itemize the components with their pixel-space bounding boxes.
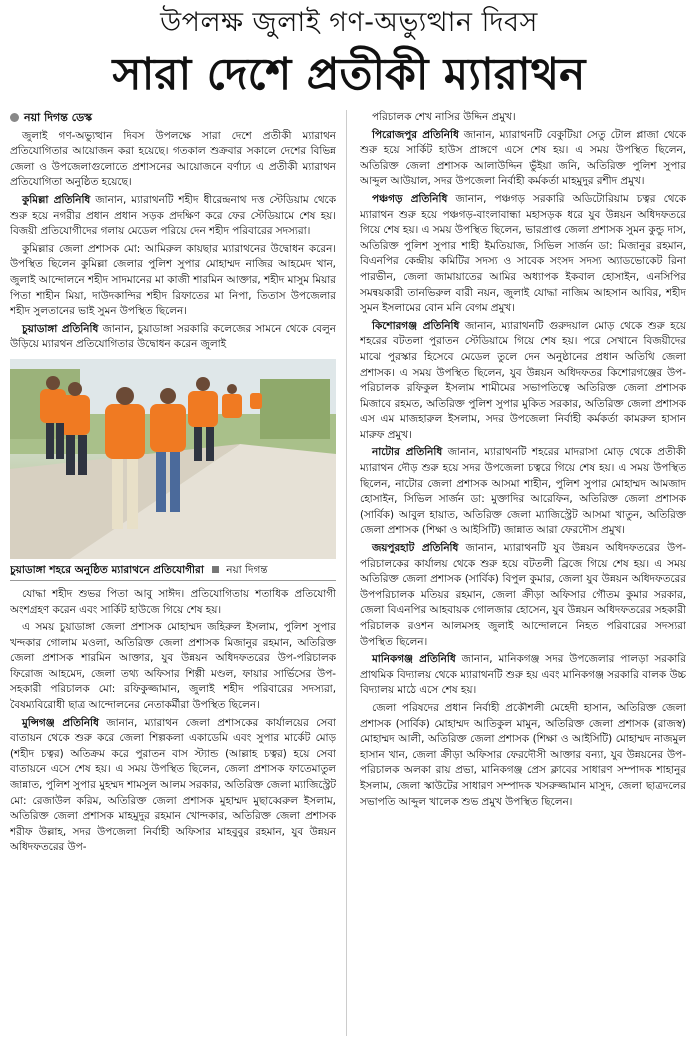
paragraph-text: জানান, ম্যারাথন জেলা প্রশাসকের কার্যালয়ের সেবা বাতায়ন থেকে শুরু করে জেলা শিল্পকলা একাডেমি এবং সুপার মার্কেট মোড় (শহীদ চত্বর) অতিক্রম করে পুরাতন বাস স্ট্যান্ড (আল্লাহ চত্বর) হয়ে সেবা বাতায়নে এসে শেষ হয়। এ সময় উপস্থিত ছিলেন, জেলা প্রশাসক ফাতেমাতুল জান্নাত, পুলিশ সুপার মুহম্মদ শামসুল আলম সরকার, অতিরিক্ত জেলা ম্যাজিস্ট্রেট মো: রেজাউল করিম, অতিরিক্ত জেলা প্রশাসক মুহাম্মদ মুছাব্বেরুল ইসলাম, অতিরিক্ত জেলা প্রশাসক মাহমুদুর রহমান খোন্দকার, অতিরিক্ত জেলা প্রশাসক শরীফ উল্লাহ, সদর উপজেলা নির্বাহী অফিসার মাহবুবুর রহমান, যুব উন্নয়ন অধিদফতরের উপ- (10, 716, 336, 854)
square-icon (212, 566, 219, 573)
article-paragraph (360, 192, 686, 317)
article-paragraph (360, 445, 686, 539)
desk-label: নয়া দিগন্ত ডেস্ক (24, 111, 93, 124)
article-headline: সারা দেশে প্রতীকী ম্যারাথন (112, 49, 586, 100)
article-paragraph (10, 716, 336, 856)
article-paragraph (10, 587, 336, 618)
byline (10, 110, 336, 126)
article-paragraph (360, 701, 686, 810)
column-divider (346, 110, 347, 1036)
article-paragraph (360, 652, 686, 699)
left-top-paragraphs (10, 129, 336, 353)
paragraph-text: জানান, চুয়াডাঙ্গা সরকারি কলেজের সামনে থেকে বেলুন উড়িয়ে ম্যারথন প্রতিযোগিতার উদ্বোধন করেন জুলাই (10, 322, 336, 351)
article-paragraph (360, 319, 686, 444)
article-paragraph (360, 541, 686, 650)
caption-text: চুয়াডাঙ্গা শহরে অনুষ্ঠিত ম্যারাথনে প্রতিযোগীরা (10, 563, 204, 576)
paragraph-text: জানান, পঞ্চগড় সরকারি অডিটোরিয়াম চত্বর থেকে ম্যারাথন শুরু হয়ে পঞ্চগড়-বাংলাবান্ধা মহাসড়ক ধরে যুব উন্নয়ন অধিদফতরে গিয়ে শেষ হয়। এ সময় উপস্থিত ছিলেন, ভারপ্রাপ্ত জেলা প্রশাসক সুমন কুন্ডু দাস, অতিরিক্ত পুলিশ সুপার শাহী ইমতিয়াজ, সিভিল সার্জন ডা: মিজানুর রহমান, বিএনপির কেন্দ্রীয় কমিটির সদস্য ও সাবেক সংসদ সদস্য অ্যাডভোকেট রিনা পারভীন, জেলা জামায়াতের আমির অধ্যাপক ইকবাল হোসাইন, এনসিপির সমন্বয়কারী তানভিরুল বারী নয়ন, জুলাই যোদ্ধা নাজিম আহসান আবির, শহীদ সুমন ইসলামের বোন মনি বেগম প্রমুখ। (360, 192, 686, 315)
paragraph-text: জানান, ম্যারাথনটি শহীদ ধীরেন্দ্রনাথ দত্ত স্টেডিয়াম থেকে শুরু হয়ে নগরীর প্রধান প্রধান সড়ক প্রদক্ষিণ করে ফের স্টেডিয়ামে শেষ হয়। বিজয়ী প্রতিযোগীদের গলায় মেডেল পরিয়ে দেন শহীদ পরিবারের সদস্যরা। (10, 193, 336, 238)
paragraph-text: এ সময় চুয়াডাঙ্গা জেলা প্রশাসক মোহাম্মদ জহিরুল ইসলাম, পুলিশ সুপার খন্দকার গোলাম মওলা, অতিরিক্ত জেলা প্রশাসক মিজানুর রহমান, অতিরিক্ত জেলা প্রশাসক শারমিন আক্তার, যুব উন্নয়ন অধিদফতরের উপ-পরিচালক ফিরোজ আহমেদ, জেলা তথ্য অফিসার শিল্পী মণ্ডল, ফায়ার সার্ভিসের উপ-সহকারী পরিচালক মো: রফিকুজ্জামান, জুলাই শহীদ পরিবারের সদস্যরা, বৈষম্যবিরোধী ছাত্র আন্দোলনের নেতাকর্মীরা উপস্থিত ছিলেন। (10, 621, 336, 712)
dateline: জয়পুরহাট প্রতিনিধি (372, 542, 459, 555)
paragraph-text: জানান, মানিকগঞ্জ সদর উপজেলার পালড়া সরকারি প্রাথমিক বিদ্যালয় থেকে ম্যারাথনটি শুরু হয় এবং মানিকগঞ্জ সরকারি বালক উচ্চ বিদ্যালয় মাঠে এসে শেষ হয়। (360, 653, 686, 697)
paragraph-text: যোদ্ধা শহীদ শুভর পিতা আবু সাঈদ। প্রতিযোগিতায় শতাধিক প্রতিযোগী অংশগ্রহণ করেন এবং সার্কিট হাউজে গিয়ে শেষ হয়। (10, 587, 336, 616)
dateline: নাটোর প্রতিনিধি (372, 446, 443, 459)
dateline: মুন্সিগঞ্জ প্রতিনিধি (22, 716, 99, 729)
article-kicker: উপলক্ষ জুলাই গণ-অভ্যুত্থান দিবস (160, 7, 538, 38)
photo-caption (10, 563, 336, 581)
paragraph-text: জানান, ম্যারাথনটি গুরুদয়াল মোড় থেকে শুরু হয়ে শহরের বটতলা পুরাতন স্টেডিয়ামে গিয়ে শেষ হয়। পরে সেখানে বিজয়ীদের মাঝে পুরস্কার হিসেবে মেডেল তুলে দেন অনুষ্ঠানের প্রধান অতিথি জেলা প্রশাসক। এ সময় উপস্থিত ছিলেন, যুব উন্নয়ন অধিদফতর কিশোরগঞ্জের উপ-পরিচালক রফিকুল ইসলাম শামীমের সভাপতিত্বে অতিরিক্ত জেলা প্রশাসক মিজাবে রহমত, অতিরিক্ত পুলিশ সুপার মুকিত সরকার, অতিরিক্ত জেলা প্রশাসক এস এম মাজহারুল ইসলাম, সদর উপজেলা নির্বাহী কর্মকর্তা কামরুল হাসান মারুফ প্রমুখ। (360, 319, 686, 441)
dateline: চুয়াডাঙ্গা প্রতিনিধি (22, 322, 99, 335)
paragraph-text: পরিচালক শেখ নাসির উদ্দিন প্রমুখ। (372, 111, 516, 123)
paragraph-text: কুমিল্লার জেলা প্রশাসক মো: আমিরুল কায়ছার ম্যারাথনের উদ্বোধন করেন। উপস্থিত ছিলেন কুমিল্লা জেলার পুলিশ সুপার মোহাম্মদ নাজির আহমেদ খান, জুলাই আন্দোলনে শহীদ সাদমানের মা কাজী শারমিন আক্তার, শহীদ মাসুম মিয়ার পিতা শাহীন মিয়া, দাউদকান্দির শহীদ রিফাতের মা নিপা, তিতাস উপজেলার শহীদ সুলতানের ভাই সুমন উপস্থিত ছিলেন। (10, 242, 336, 318)
article-paragraph (10, 322, 336, 353)
right-paragraphs (360, 110, 686, 810)
article-paragraph (10, 129, 336, 191)
article-paragraph (10, 242, 336, 320)
dateline: পিরোজপুর প্রতিনিধি (372, 128, 459, 141)
paragraph-text: জুলাই গণ-অভ্যুত্থান দিবস উপলক্ষে সারা দেশে প্রতীকী ম্যারাথন প্রতিযোগিতার আয়োজন করা হয়েছে। গতকাল শুক্রবার সকালে দেশের বিভিন্ন জেলা ও উপজেলাগুলোতে প্রশাসনের আয়োজনে বর্ণাঢ্য এ প্রতীকী ম্যারাথন প্রতিযোগিতা অনুষ্ঠিত হয়েছে। (10, 129, 336, 189)
paragraph-text: জানান, ম্যারাথনটি বেকুটিয়া সেতু টোল প্লাজা থেকে শুরু হয়ে সার্কিট হাউস প্রাঙ্গণে এসে শেষ হয়। এ সময় উপস্থিত ছিলেন, অতিরিক্ত জেলা প্রশাসক আলাউদ্দিন ভুঁইয়া জনি, অতিরিক্ত পুলিশ সুপার আব্দুল আউয়াল, সদর উপজেলা নির্বাহী কর্মকর্তা মাহমুদুর রশীদ প্রমুখ। (360, 128, 686, 188)
article-paragraph (360, 128, 686, 190)
dateline: মানিকগঞ্জ প্রতিনিধি (372, 653, 456, 666)
dateline: কুমিল্লা প্রতিনিধি (22, 193, 91, 206)
bullet-icon (10, 113, 19, 122)
paragraph-text: জেলা পরিষদের প্রধান নির্বাহী প্রকৌশলী মেহেদী হাসান, অতিরিক্ত জেলা প্রশাসক (সার্বিক) মোহাম্মদ আতিকুল মামুন, অতিরিক্ত জেলা প্রশাসক (রাজস্ব) মোহাম্মদ আলী, অতিরিক্ত জেলা প্রশাসক (শিক্ষা ও আইসিটি) মোহাম্মদ নাজমুল হাসান খান, জেলা ক্রীড়া অফিসার ফেরদৌসী আক্তার বন্যা, যুব উন্নয়নের উপ-পরিচালক অলকা রায় প্রভা, মানিকগঞ্জ প্রেস ক্লাবের সাধারণ সম্পাদক শাহানুর ইসলাম, জেলা স্কাউটের সাধারণ সম্পাদক খসরুজ্জামান মাসুদ, জেলা ছাত্রদলের সভাপতি আব্দুল খালেক শুভ প্রমুখ উপস্থিত ছিলেন। (360, 701, 686, 808)
article-paragraph (360, 110, 686, 126)
paragraph-text: জানান, ম্যারাথনটি যুব উন্নয়ন অধিদফতরের উপ-পরিচালকের কার্যালয় থেকে শুরু হয়ে বটতলী ব্রিজে গিয়ে শেষ হয়। এ সময় অতিরিক্ত জেলা প্রশাসক (সার্বিক) বিপুল কুমার, জেলা যুব উন্নয়ন অধিদফতরের উপপরিচালক মতিয়র রহমান, জেলা ক্রীড়া অফিসার গৌতম কুমার সরকার, জেলা বিএনপির আহবায়ক গোলজার হোসেন, যুব উন্নয়ন অধিদফতরের সহকারী পরিচালক রওশন আলমসহ জুলাই আন্দোলনে নিহত পরিবারের সদস্যরা উপস্থিত ছিলেন। (360, 542, 686, 648)
left-column (10, 110, 336, 1036)
dateline: কিশোরগঞ্জ প্রতিনিধি (372, 319, 460, 332)
photo-credit: নয়া দিগন্ত (226, 563, 268, 576)
paragraph-text: জানান, ম্যারাথনটি শহরের মাদরাসা মোড় থেকে প্রতীকী ম্যারাথন দৌড় শুরু হয়ে সদর উপজেলা চত্বরে গিয়ে শেষ হয়। এ সময় উপস্থিত ছিলেন, নাটোর জেলা প্রশাসক আসমা শাহীন, পুলিশ সুপার মোহাম্মদ আমজাদ হোসাইন, সিভিল সার্জন ডা: মুক্তাদির আরেফিন, অতিরিক্ত জেলা প্রশাসক (সার্বিক) আবুল হায়াত, অতিরিক্ত জেলা ম্যাজিস্ট্রেট আসমা খাতুন, অতিরিক্ত জেলা প্রশাসক (শিক্ষা ও আইসিটি) জান্নাত আরা ফেরদৌস প্রমুখ। (360, 446, 686, 537)
marathon-photo (10, 359, 336, 559)
dateline: পঞ্চগড় প্রতিনিধি (372, 192, 448, 205)
right-column (360, 110, 686, 1036)
article-paragraph (10, 193, 336, 240)
left-bottom-paragraphs (10, 587, 336, 856)
article-paragraph (10, 620, 336, 714)
runners-illustration (10, 359, 336, 559)
